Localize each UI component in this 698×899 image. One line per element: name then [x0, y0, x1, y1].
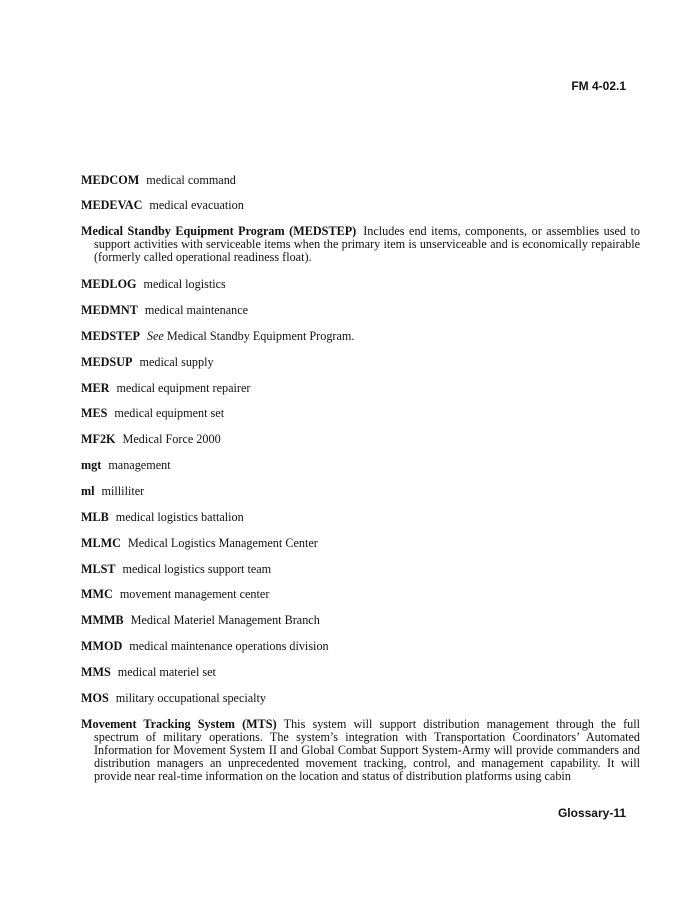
- glossary-entry: [81, 718, 640, 783]
- glossary-definition: medical equipment set: [114, 406, 225, 420]
- glossary-definition: This system will support distribution management through the full spectrum of military operations. The system’s integration with Transportation Coordinators’ Automated Information for Movement System II and Global Combat Support System-Army will provide commanders and distribution managers an unprecedented movement tracking, control, and management capability. It will provide near real-time information on the location and status of distribution platforms using cabin: [94, 717, 640, 783]
- glossary-entry: [81, 511, 627, 524]
- glossary-term: MF2K: [81, 432, 116, 446]
- glossary-term: MLMC: [81, 536, 121, 550]
- glossary-term: MEDMNT: [81, 303, 138, 317]
- glossary-term: MES: [81, 406, 108, 420]
- see-reference: See: [146, 329, 164, 343]
- glossary-entry: [81, 614, 627, 627]
- glossary-term: MEDCOM: [81, 173, 140, 187]
- glossary-definition: Medical Force 2000: [122, 432, 221, 446]
- glossary-term: MEDEVAC: [81, 198, 143, 212]
- glossary-entry: [81, 666, 627, 679]
- glossary-definition: Medical Materiel Management Branch: [130, 613, 320, 627]
- glossary-term: MMOD: [81, 639, 123, 653]
- glossary-definition: milliliter: [101, 484, 145, 498]
- glossary-entry: [81, 304, 627, 317]
- glossary-definition: medical command: [146, 173, 236, 187]
- glossary-definition: medical logistics support team: [122, 562, 272, 576]
- glossary-definition: medical logistics: [143, 277, 226, 291]
- glossary-entry: [81, 459, 627, 472]
- glossary-term: MMS: [81, 665, 111, 679]
- glossary-term: MEDSUP: [81, 355, 133, 369]
- glossary-entry: [81, 640, 627, 653]
- glossary-entry: [81, 588, 627, 601]
- glossary-term: Medical Standby Equipment Program (MEDSTEP): [81, 224, 357, 238]
- glossary-entry: [81, 537, 627, 550]
- glossary-term: MMMB: [81, 613, 124, 627]
- page-number-footer: Glossary-11: [557, 806, 626, 820]
- glossary-entry: [81, 278, 627, 291]
- glossary-definition: movement management center: [119, 587, 270, 601]
- glossary-definition: medical materiel set: [117, 665, 216, 679]
- glossary-term: MLST: [81, 562, 116, 576]
- document-id-header: FM 4-02.1: [571, 79, 626, 93]
- glossary-entry: [81, 433, 627, 446]
- glossary-term: MOS: [81, 691, 109, 705]
- glossary-definition: medical evacuation: [149, 198, 244, 212]
- glossary-entry: [81, 382, 627, 395]
- glossary-entry: [81, 407, 627, 420]
- glossary-entry: [81, 356, 627, 369]
- glossary-definition: Includes end items, components, or assemblies used to support activities with serviceable items when the primary item is unserviceable and is economically repairable (formerly called operational readiness float).: [94, 224, 640, 264]
- glossary-term: ml: [81, 484, 95, 498]
- glossary-term: MEDSTEP: [81, 329, 140, 343]
- glossary-term: MMC: [81, 587, 113, 601]
- glossary-entry: [81, 692, 627, 705]
- glossary-entry: [81, 225, 640, 264]
- glossary-term: MER: [81, 381, 110, 395]
- glossary-definition: management: [108, 458, 171, 472]
- glossary-entry: [81, 174, 627, 187]
- glossary-definition: military occupational specialty: [115, 691, 267, 705]
- glossary-entry: [81, 330, 627, 343]
- glossary-definition: medical logistics battalion: [115, 510, 244, 524]
- glossary-definition: Medical Logistics Management Center: [127, 536, 318, 550]
- glossary-definition: medical supply: [139, 355, 214, 369]
- glossary-definition: medical equipment repairer: [116, 381, 251, 395]
- glossary-term: Movement Tracking System (MTS): [81, 717, 277, 731]
- glossary-entry: [81, 199, 627, 212]
- glossary-term: MLB: [81, 510, 109, 524]
- glossary-definition: medical maintenance operations division: [129, 639, 329, 653]
- glossary-definition: medical maintenance: [144, 303, 249, 317]
- glossary-term: MEDLOG: [81, 277, 137, 291]
- glossary-entry: [81, 485, 627, 498]
- glossary-definition: Medical Standby Equipment Program.: [166, 329, 355, 343]
- glossary-entry: [81, 563, 627, 576]
- glossary-term: mgt: [81, 458, 102, 472]
